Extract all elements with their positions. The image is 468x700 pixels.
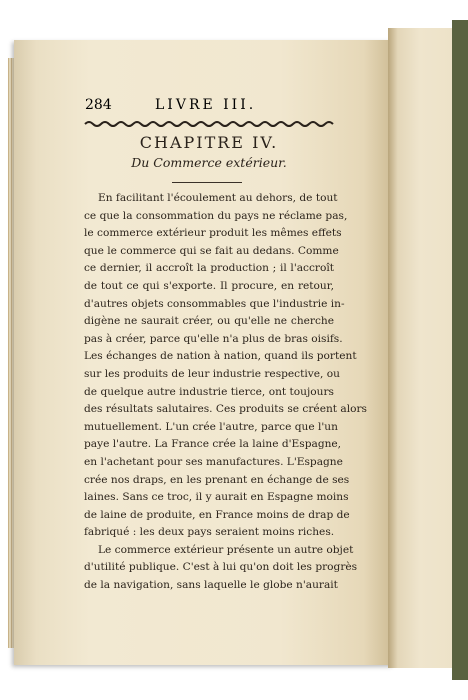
text-line: des résultats salutaires. Ces produits se créent alors [84, 403, 367, 416]
text-line: crée nos draps, en les prenant en échange de ses [84, 473, 350, 486]
text-line: de laine de produite, en France moins de drap de [84, 508, 350, 521]
page-number: 284 [85, 97, 112, 113]
running-head [85, 97, 331, 115]
text-line: sur les produits de leur industrie respective, ou [84, 367, 340, 380]
text-line: pas à créer, parce qu'elle n'a plus de bras oisifs. [84, 332, 343, 345]
text-line: Les échanges de nation à nation, quand ils portent [84, 350, 357, 363]
text-line: de la navigation, sans laquelle le globe n'aurait [84, 579, 338, 592]
text-line: ce que la consommation du pays ne réclame pas, [84, 209, 348, 222]
book-cover [452, 20, 468, 680]
text-line: en l'achetant pour ses manufactures. L'Espagne [84, 455, 343, 468]
text-line: d'autres objets consommables que l'industrie in- [84, 297, 345, 310]
text-line: laines. Sans ce troc, il y aurait en Espagne moins [84, 491, 349, 504]
text-line: paye l'autre. La France crée la laine d'Espagne, [84, 438, 342, 451]
divider-rule [172, 182, 242, 183]
text-line: mutuellement. L'un crée l'autre, parce que l'un [84, 420, 338, 433]
text-line: fabriqué : les deux pays seraient moins riches. [84, 526, 335, 539]
text-line: ce dernier, il accroît la production ; il l'accroît [84, 262, 334, 275]
text-line: d'utilité publique. C'est à lui qu'on doit les progrès [84, 561, 358, 574]
chapter-subtitle: Du Commerce extérieur. [131, 155, 287, 170]
text-line: En facilitant l'écoulement au dehors, de tout [98, 192, 338, 204]
chapter-title: CHAPITRE IV. [139, 133, 279, 152]
text-line: de quelque autre industrie tierce, ont toujours [84, 385, 334, 398]
text-line: de tout ce qui s'exporte. Il procure, en retour, [84, 279, 334, 292]
text-line: digène ne saurait créer, ou qu'elle ne cherche [84, 315, 334, 328]
body-text [84, 190, 367, 595]
text-line: que le commerce qui se fait au dedans. Comme [84, 244, 339, 257]
text-line: Le commerce extérieur présente un autre objet [98, 543, 354, 556]
running-title: LIVRE III. [155, 97, 257, 113]
text-line: le commerce extérieur produit les mêmes effets [84, 227, 342, 240]
wave-ornament [85, 120, 333, 128]
